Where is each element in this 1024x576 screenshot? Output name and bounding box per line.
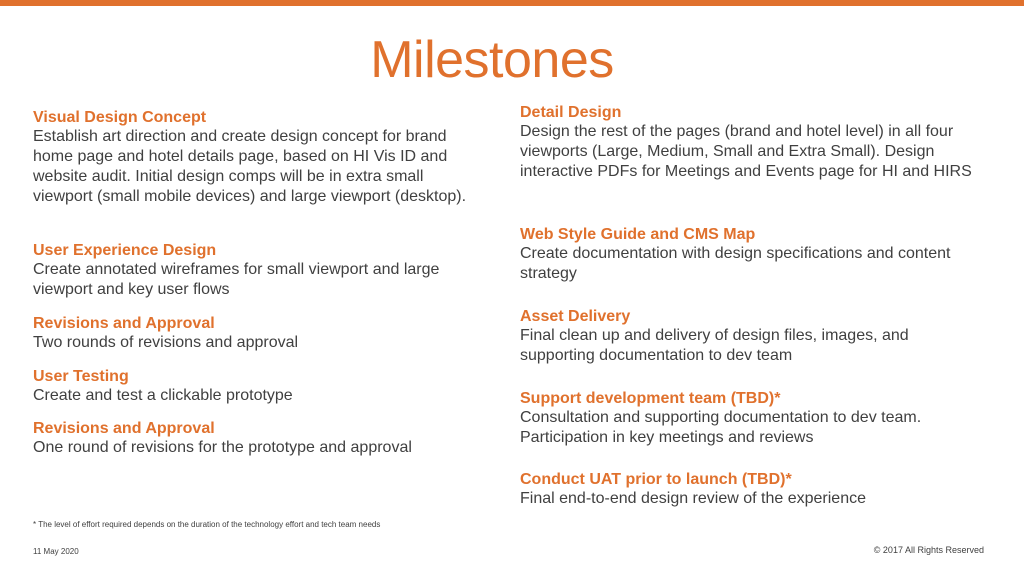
milestone-item (520, 389, 980, 448)
milestone-item (33, 419, 483, 458)
milestone-item (33, 241, 483, 300)
milestone-description: Create annotated wireframes for small viewport and large viewport and key user flows (33, 261, 440, 298)
milestone-heading: User Experience Design (33, 242, 217, 259)
milestone-description: Establish art direction and create design concept for brand home page and hotel details page, based on HI Vis ID and website audit. Initial design comps will be in extra small viewport (small mobile devices) and large viewport (desktop). (33, 128, 467, 205)
milestone-heading: Web Style Guide and CMS Map (520, 226, 756, 243)
milestone-description: Consultation and supporting documentation to dev team. Participation in key meetings and reviews (520, 409, 922, 446)
milestone-description: Create and test a clickable prototype (33, 387, 293, 404)
milestone-description: Final clean up and delivery of design files, images, and supporting documentation to dev team (520, 327, 909, 364)
milestone-description: Two rounds of revisions and approval (33, 334, 299, 351)
milestone-item (33, 314, 483, 353)
milestone-heading: Conduct UAT prior to launch (TBD)* (520, 471, 792, 488)
milestone-item (33, 367, 483, 406)
milestone-item (520, 225, 980, 284)
copyright-notice: © 2017 All Rights Reserved (873, 545, 984, 555)
footnote: * The level of effort required depends on the duration of the technology effort and tech team needs (33, 520, 381, 529)
milestone-description: Final end-to-end design review of the experience (520, 490, 866, 507)
milestone-item (33, 108, 483, 207)
milestone-description: One round of revisions for the prototype and approval (33, 439, 412, 456)
milestone-description: Design the rest of the pages (brand and hotel level) in all four viewports (Large, Medium, Small and Extra Small). Design interactive PDFs for Meetings and Events page for HI and HIRS (520, 123, 972, 180)
milestone-heading: Support development team (TBD)* (520, 390, 781, 407)
milestone-heading: Visual Design Concept (33, 109, 207, 126)
top-accent-bar (0, 0, 1024, 6)
milestone-heading: Asset Delivery (520, 308, 631, 325)
milestone-description: Create documentation with design specifications and content strategy (520, 245, 951, 282)
milestone-item (520, 307, 980, 366)
milestone-item (520, 103, 980, 182)
milestone-heading: User Testing (33, 368, 129, 385)
milestone-heading: Detail Design (520, 104, 622, 121)
slide-title: Milestones (370, 31, 614, 89)
milestone-heading: Revisions and Approval (33, 420, 215, 437)
milestone-item (520, 470, 980, 509)
milestone-heading: Revisions and Approval (33, 315, 215, 332)
slide-date: 11 May 2020 (33, 547, 79, 556)
